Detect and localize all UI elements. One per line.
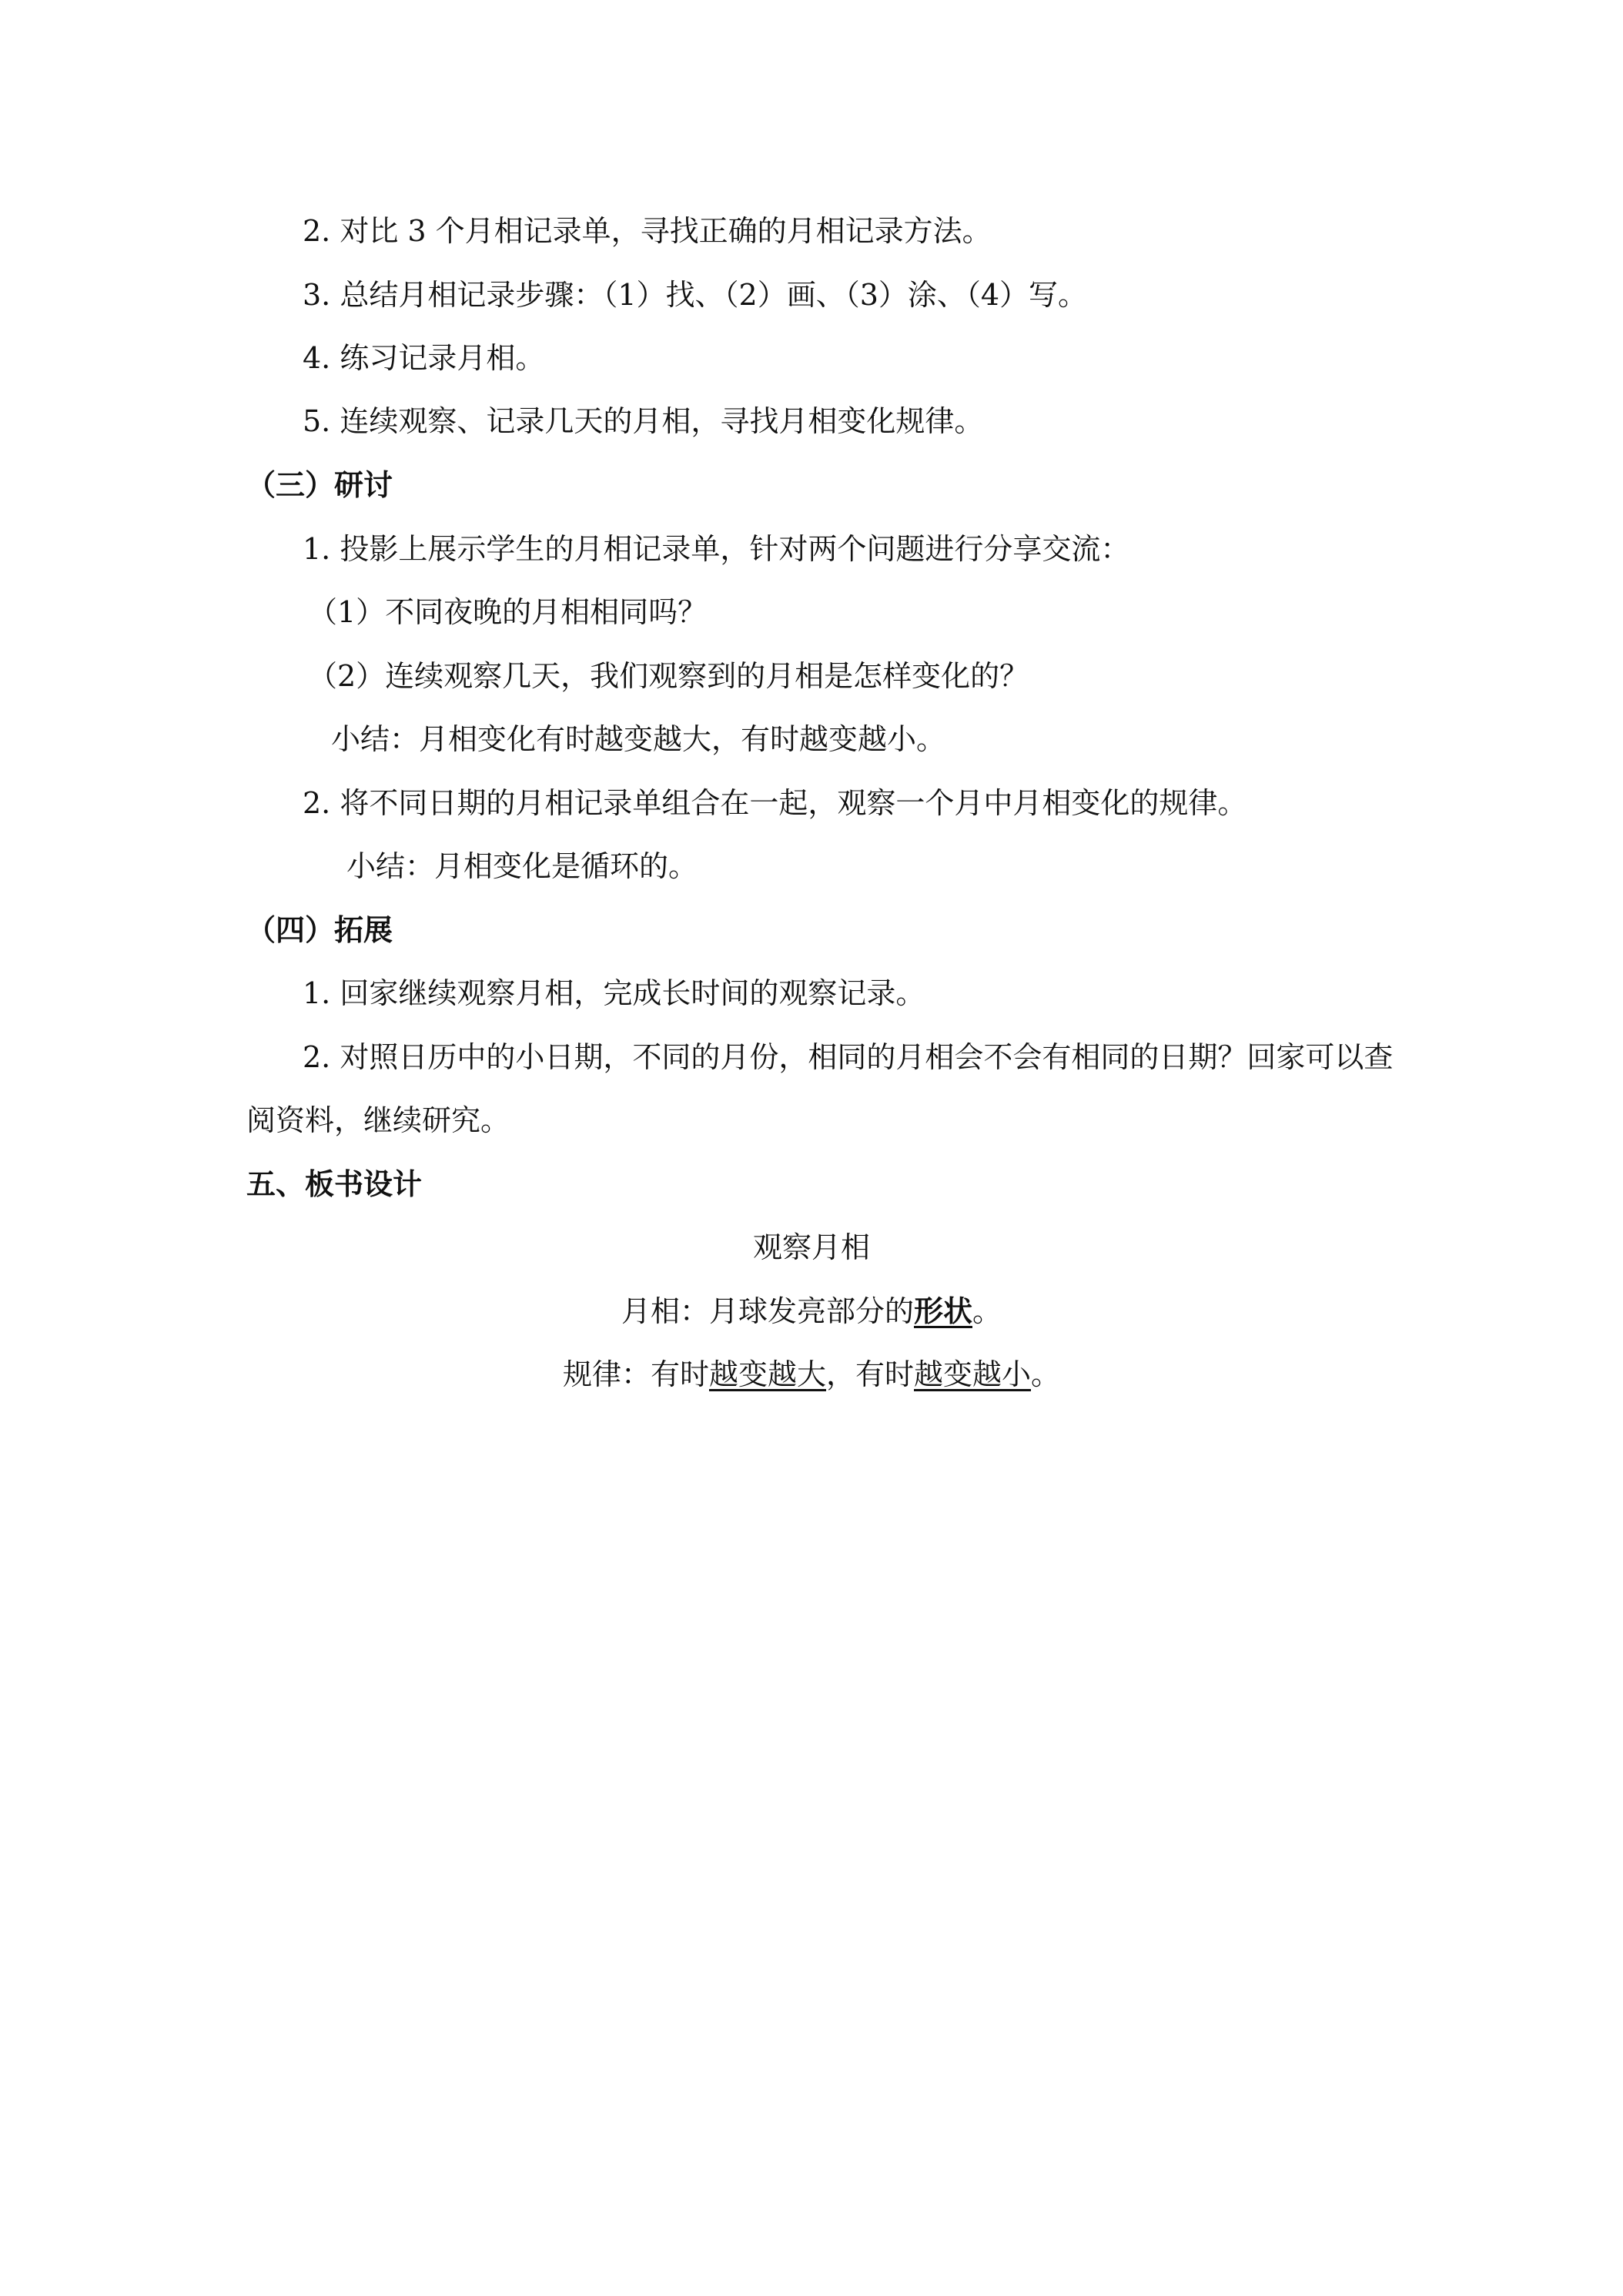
section-3-item-2: 2. 将不同日期的月相记录单组合在一起，观察一个月中月相变化的规律。	[303, 786, 1247, 820]
question-2: （2）连续观察几天，我们观察到的月相是怎样变化的？	[308, 659, 1029, 693]
rule-prefix: 规律：有时	[562, 1357, 709, 1391]
section-4-heading: （四）拓展	[246, 913, 393, 947]
board-definition	[0, 1292, 1623, 1330]
step-4: 4. 练习记录月相。	[303, 341, 545, 375]
rule-keyword-grow: 越变越大	[708, 1357, 826, 1391]
step-5: 5. 连续观察、记录几天的月相，寻找月相变化规律。	[303, 404, 984, 438]
definition-keyword: 形状	[913, 1294, 972, 1328]
rule-keyword-shrink: 越变越小	[914, 1357, 1032, 1391]
step-3: 3. 总结月相记录步骤：（1）找、（2）画、（3）涂、（4）写。	[303, 278, 1088, 312]
section-3-item-1: 1. 投影上展示学生的月相记录单，针对两个问题进行分享交流：	[303, 532, 1130, 566]
section-4-item-1: 1. 回家继续观察月相，完成长时间的观察记录。	[303, 976, 925, 1010]
rule-middle: ，有时	[825, 1357, 914, 1391]
section-4-item-2-line-1: 2. 对照日历中的小日期，不同的月份，相同的月相会不会有相同的日期？回家可以查	[303, 1040, 1394, 1074]
section-4-item-2-line-2: 阅资料，继续研究。	[246, 1103, 510, 1137]
summary-1: 小结：月相变化有时越变越大，有时越变越小。	[331, 722, 946, 756]
step-2: 2. 对比 3 个月相记录单，寻找正确的月相记录方法。	[303, 214, 992, 248]
summary-2: 小结：月相变化是循环的。	[346, 849, 698, 883]
definition-prefix: 月相：月球发亮部分的	[621, 1294, 914, 1328]
rule-suffix: 。	[1031, 1357, 1061, 1391]
question-1: （1）不同夜晚的月相相同吗？	[308, 595, 708, 629]
board-title: 观察月相	[752, 1230, 870, 1264]
definition-suffix: 。	[972, 1294, 1002, 1328]
board-rule	[0, 1355, 1623, 1394]
section-3-heading: （三）研讨	[246, 468, 393, 502]
section-5-heading: 五、板书设计	[246, 1167, 423, 1201]
